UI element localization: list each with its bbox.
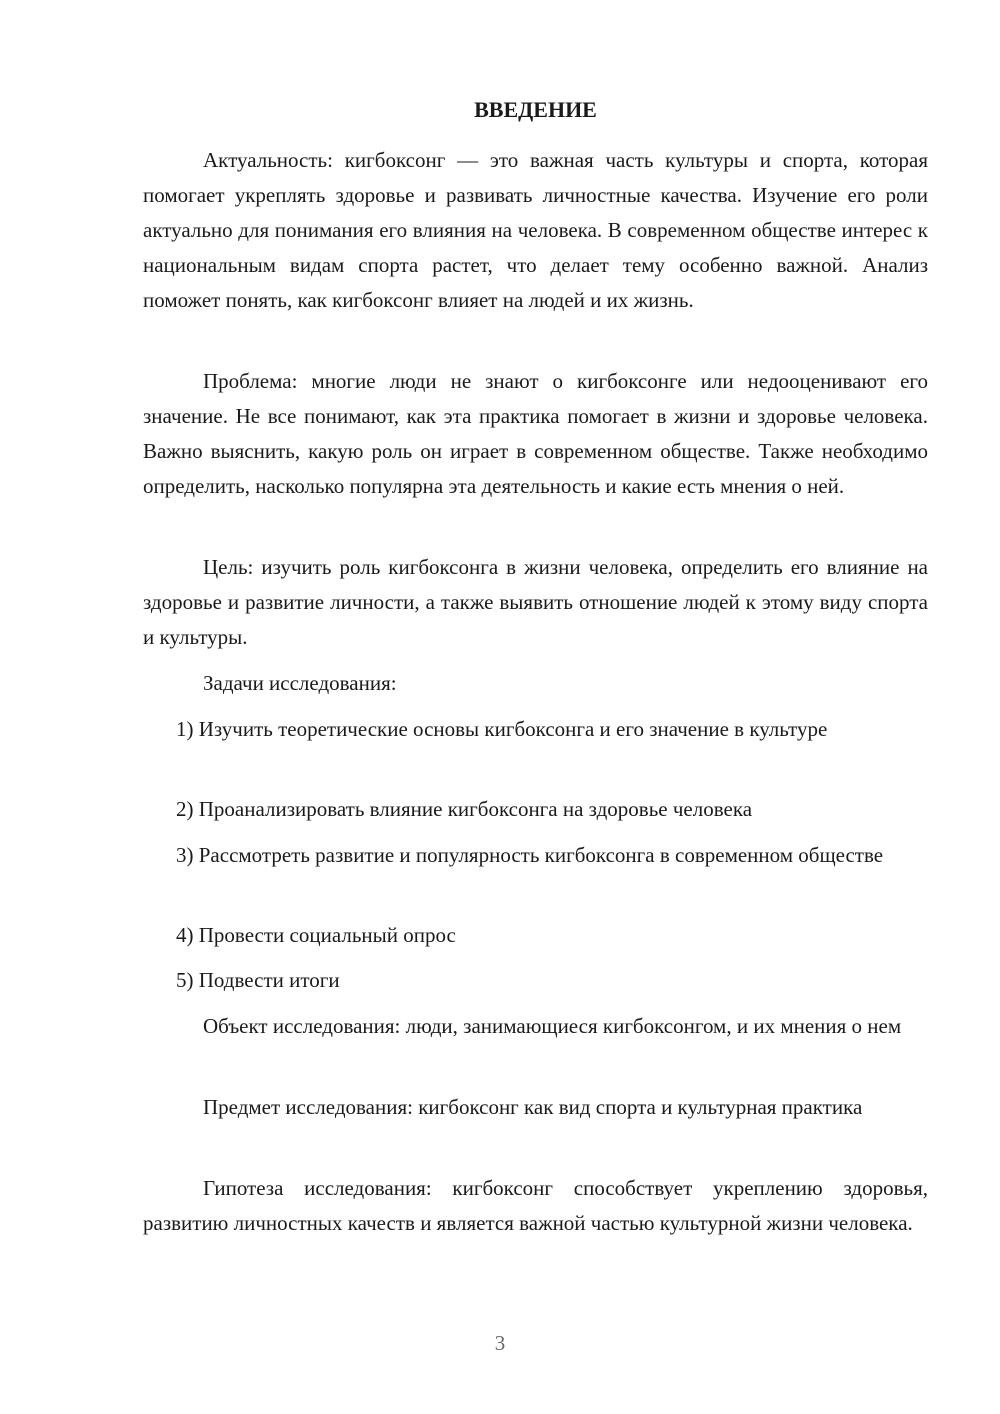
paragraph-goal: Цель: изучить роль кигбоксонга в жизни человека, определить его влияние на здоровье и развитие личности, а также выявить отношение людей к этому виду спорта и культуры. — [143, 555, 928, 649]
task-item-3: 3) Рассмотреть развитие и популярность кигбоксонга в современном обществе — [176, 843, 884, 867]
page-number: 3 — [494, 1331, 506, 1355]
task-item-1: 1) Изучить теоретические основы кигбоксонга и его значение в культуре — [176, 717, 828, 741]
task-item-4: 4) Провести социальный опрос — [176, 923, 456, 947]
paragraph-object: Объект исследования: люди, занимающиеся кигбоксонгом, и их мнения о нем — [203, 1014, 902, 1038]
paragraph-problem: Проблема: многие люди не знают о кигбоксонге или недооценивают его значение. Не все понимают, как эта практика помогает в жизни и здоровье человека. Важно выяснить, какую роль он играет в современном обществе. Также необходимо определить, насколько популярна эта деятельность и какие есть мнения о ней. — [143, 369, 928, 498]
paragraph-hypothesis: Гипотеза исследования: кигбоксонг способствует укреплению здоровья, развитию личностных качеств и является важной частью культурной жизни человека. — [143, 1176, 928, 1235]
paragraph-relevance: Актуальность: кигбоксонг — это важная часть культуры и спорта, которая помогает укреплять здоровье и развивать личностные качества. Изучение его роли актуально для понимания его влияния на человека. В современном обществе интерес к национальным видам спорта растет, что делает тему особенно важной. Анализ поможет понять, как кигбоксонг влияет на людей и их жизнь. — [143, 148, 928, 312]
tasks-heading: Задачи исследования: — [203, 671, 397, 695]
page-title: ВВЕДЕНИЕ — [474, 97, 597, 122]
task-item-2: 2) Проанализировать влияние кигбоксонга на здоровье человека — [176, 797, 753, 821]
task-item-5: 5) Подвести итоги — [176, 968, 340, 992]
paragraph-subject: Предмет исследования: кигбоксонг как вид спорта и культурная практика — [203, 1095, 863, 1119]
